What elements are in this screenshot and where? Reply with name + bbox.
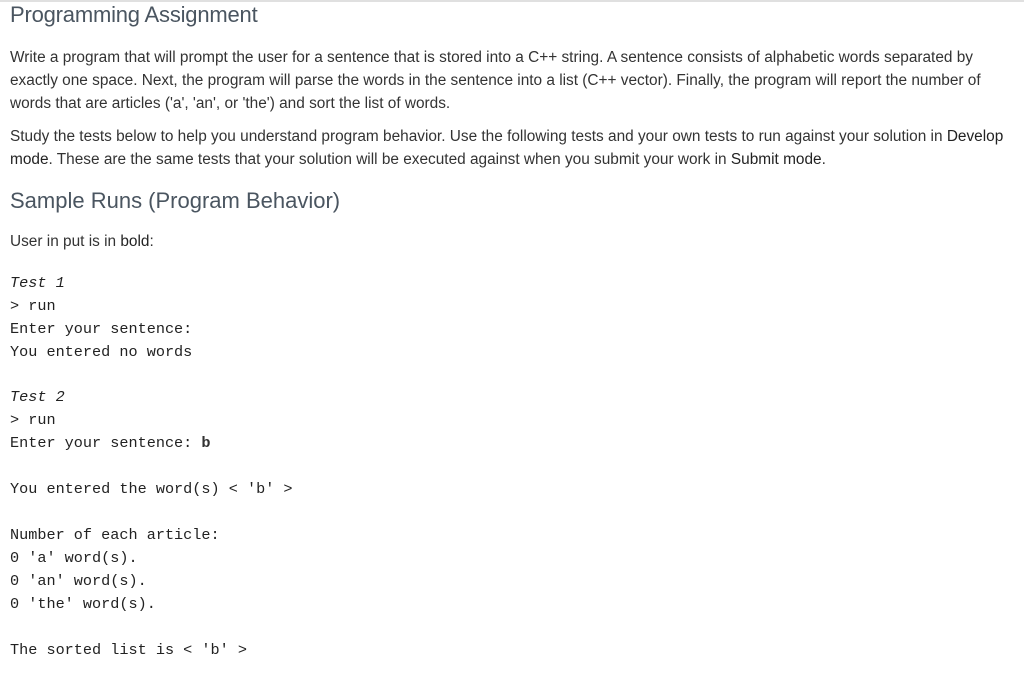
test1-label: Test 1 bbox=[10, 274, 65, 292]
test2-label: Test 2 bbox=[10, 388, 65, 406]
description-paragraph-1: Write a program that will prompt the user for a sentence that is stored into a C++ string. A sentence consists of alphabetic words separated by exactly one space. Next, the program will parse the words in the sentence into a list (C++ vector). Finally, the program will report the number of words that are articles ('a', 'an', or 'the') and sort the list of words. bbox=[10, 49, 981, 112]
test2-prompt-line bbox=[10, 432, 211, 455]
test2-sorted: The sorted list is < 'b' > bbox=[10, 641, 247, 659]
test2-user-input: b bbox=[201, 434, 211, 452]
p2-text-2: . These are the same tests that your solution will be executed against when you submit your work in bbox=[48, 151, 731, 168]
test2-prompt: Enter your sentence: bbox=[10, 434, 202, 452]
test2-count-an: 0 'an' word(s). bbox=[10, 572, 147, 590]
develop-mode-label: Develop mode bbox=[10, 128, 1004, 168]
test2-run: > run bbox=[10, 411, 56, 429]
test2-count-a: 0 'a' word(s). bbox=[10, 549, 138, 567]
p2-text-3: . bbox=[821, 151, 826, 168]
test2-entered: You entered the word(s) < 'b' > bbox=[10, 480, 293, 498]
test1-run: > run bbox=[10, 297, 56, 315]
sample-runs-heading: Sample Runs (Program Behavior) bbox=[10, 188, 341, 213]
test1-output: You entered no words bbox=[10, 343, 193, 361]
input-note bbox=[10, 233, 154, 251]
p2-text-1: Study the tests below to help you understand program behavior. Use the following tests and your own tests to run against your solution in bbox=[10, 128, 947, 145]
input-note-end: : bbox=[149, 233, 154, 250]
input-note-text: User in put is in bbox=[10, 233, 121, 250]
test2-articles-heading: Number of each article: bbox=[10, 526, 220, 544]
submit-mode-label: Submit mode bbox=[730, 151, 822, 168]
input-note-bold: bold bbox=[120, 233, 150, 250]
page-title: Programming Assignment bbox=[10, 2, 258, 27]
test2-count-the: 0 'the' word(s). bbox=[10, 595, 156, 613]
test1-prompt: Enter your sentence: bbox=[10, 320, 193, 338]
description-paragraph-2 bbox=[10, 125, 1020, 171]
